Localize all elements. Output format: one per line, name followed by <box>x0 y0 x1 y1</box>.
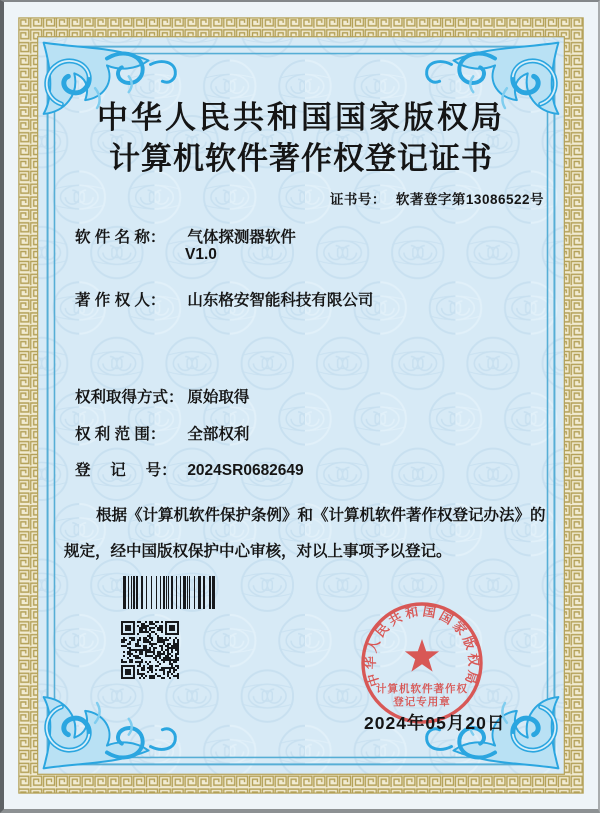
field-acquisition-method <box>75 388 249 408</box>
seal-text-line2: 登记专用章 <box>393 696 451 708</box>
field-label: 权利取得方式： <box>75 389 184 406</box>
statement-line2: 规定，经中国版权保护中心审核，对以上事项予以登记。 <box>64 543 452 560</box>
field-value: 原始取得 <box>187 389 250 406</box>
certificate-number <box>264 188 544 208</box>
field-software-version: V1.0 <box>185 246 217 263</box>
field-label: 著 作 权 人： <box>75 292 166 309</box>
certificate-title <box>4 98 598 179</box>
barcode-image <box>123 576 215 609</box>
field-value: 2024SR0682649 <box>187 462 304 479</box>
field-label: 登 记 号： <box>75 462 177 479</box>
seal-ring-text: 中华人民共和国国家版权局 <box>362 603 482 689</box>
field-copyright-owner <box>75 291 373 311</box>
issue-date: 2024年05月20日 <box>364 713 506 733</box>
field-value: 全部权利 <box>187 426 250 443</box>
field-value: 山东格安智能科技有限公司 <box>187 292 374 309</box>
star-icon <box>405 639 439 672</box>
issuer-title: 中华人民共和国国家版权局 <box>97 100 505 135</box>
field-registration-number <box>75 461 304 481</box>
field-label: 权 利 范 围： <box>75 426 166 443</box>
seal-text-line1: 计算机软件著作权 <box>376 683 468 695</box>
certificate-number-value: 软著登字第13086522号 <box>395 192 544 207</box>
statement-line1: 根据《计算机软件保护条例》和《计算机软件著作权登记办法》的 <box>96 507 546 524</box>
certificate-number-label: 证书号： <box>329 192 386 207</box>
official-seal <box>358 599 486 727</box>
qr-code-image <box>121 621 179 679</box>
certificate-type-title: 计算机软件著作权登记证书 <box>109 141 493 176</box>
field-value: 气体探测器软件 <box>187 229 296 246</box>
field-rights-scope <box>75 425 249 445</box>
registration-statement <box>64 498 550 570</box>
field-label: 软 件 名 称： <box>75 229 166 246</box>
